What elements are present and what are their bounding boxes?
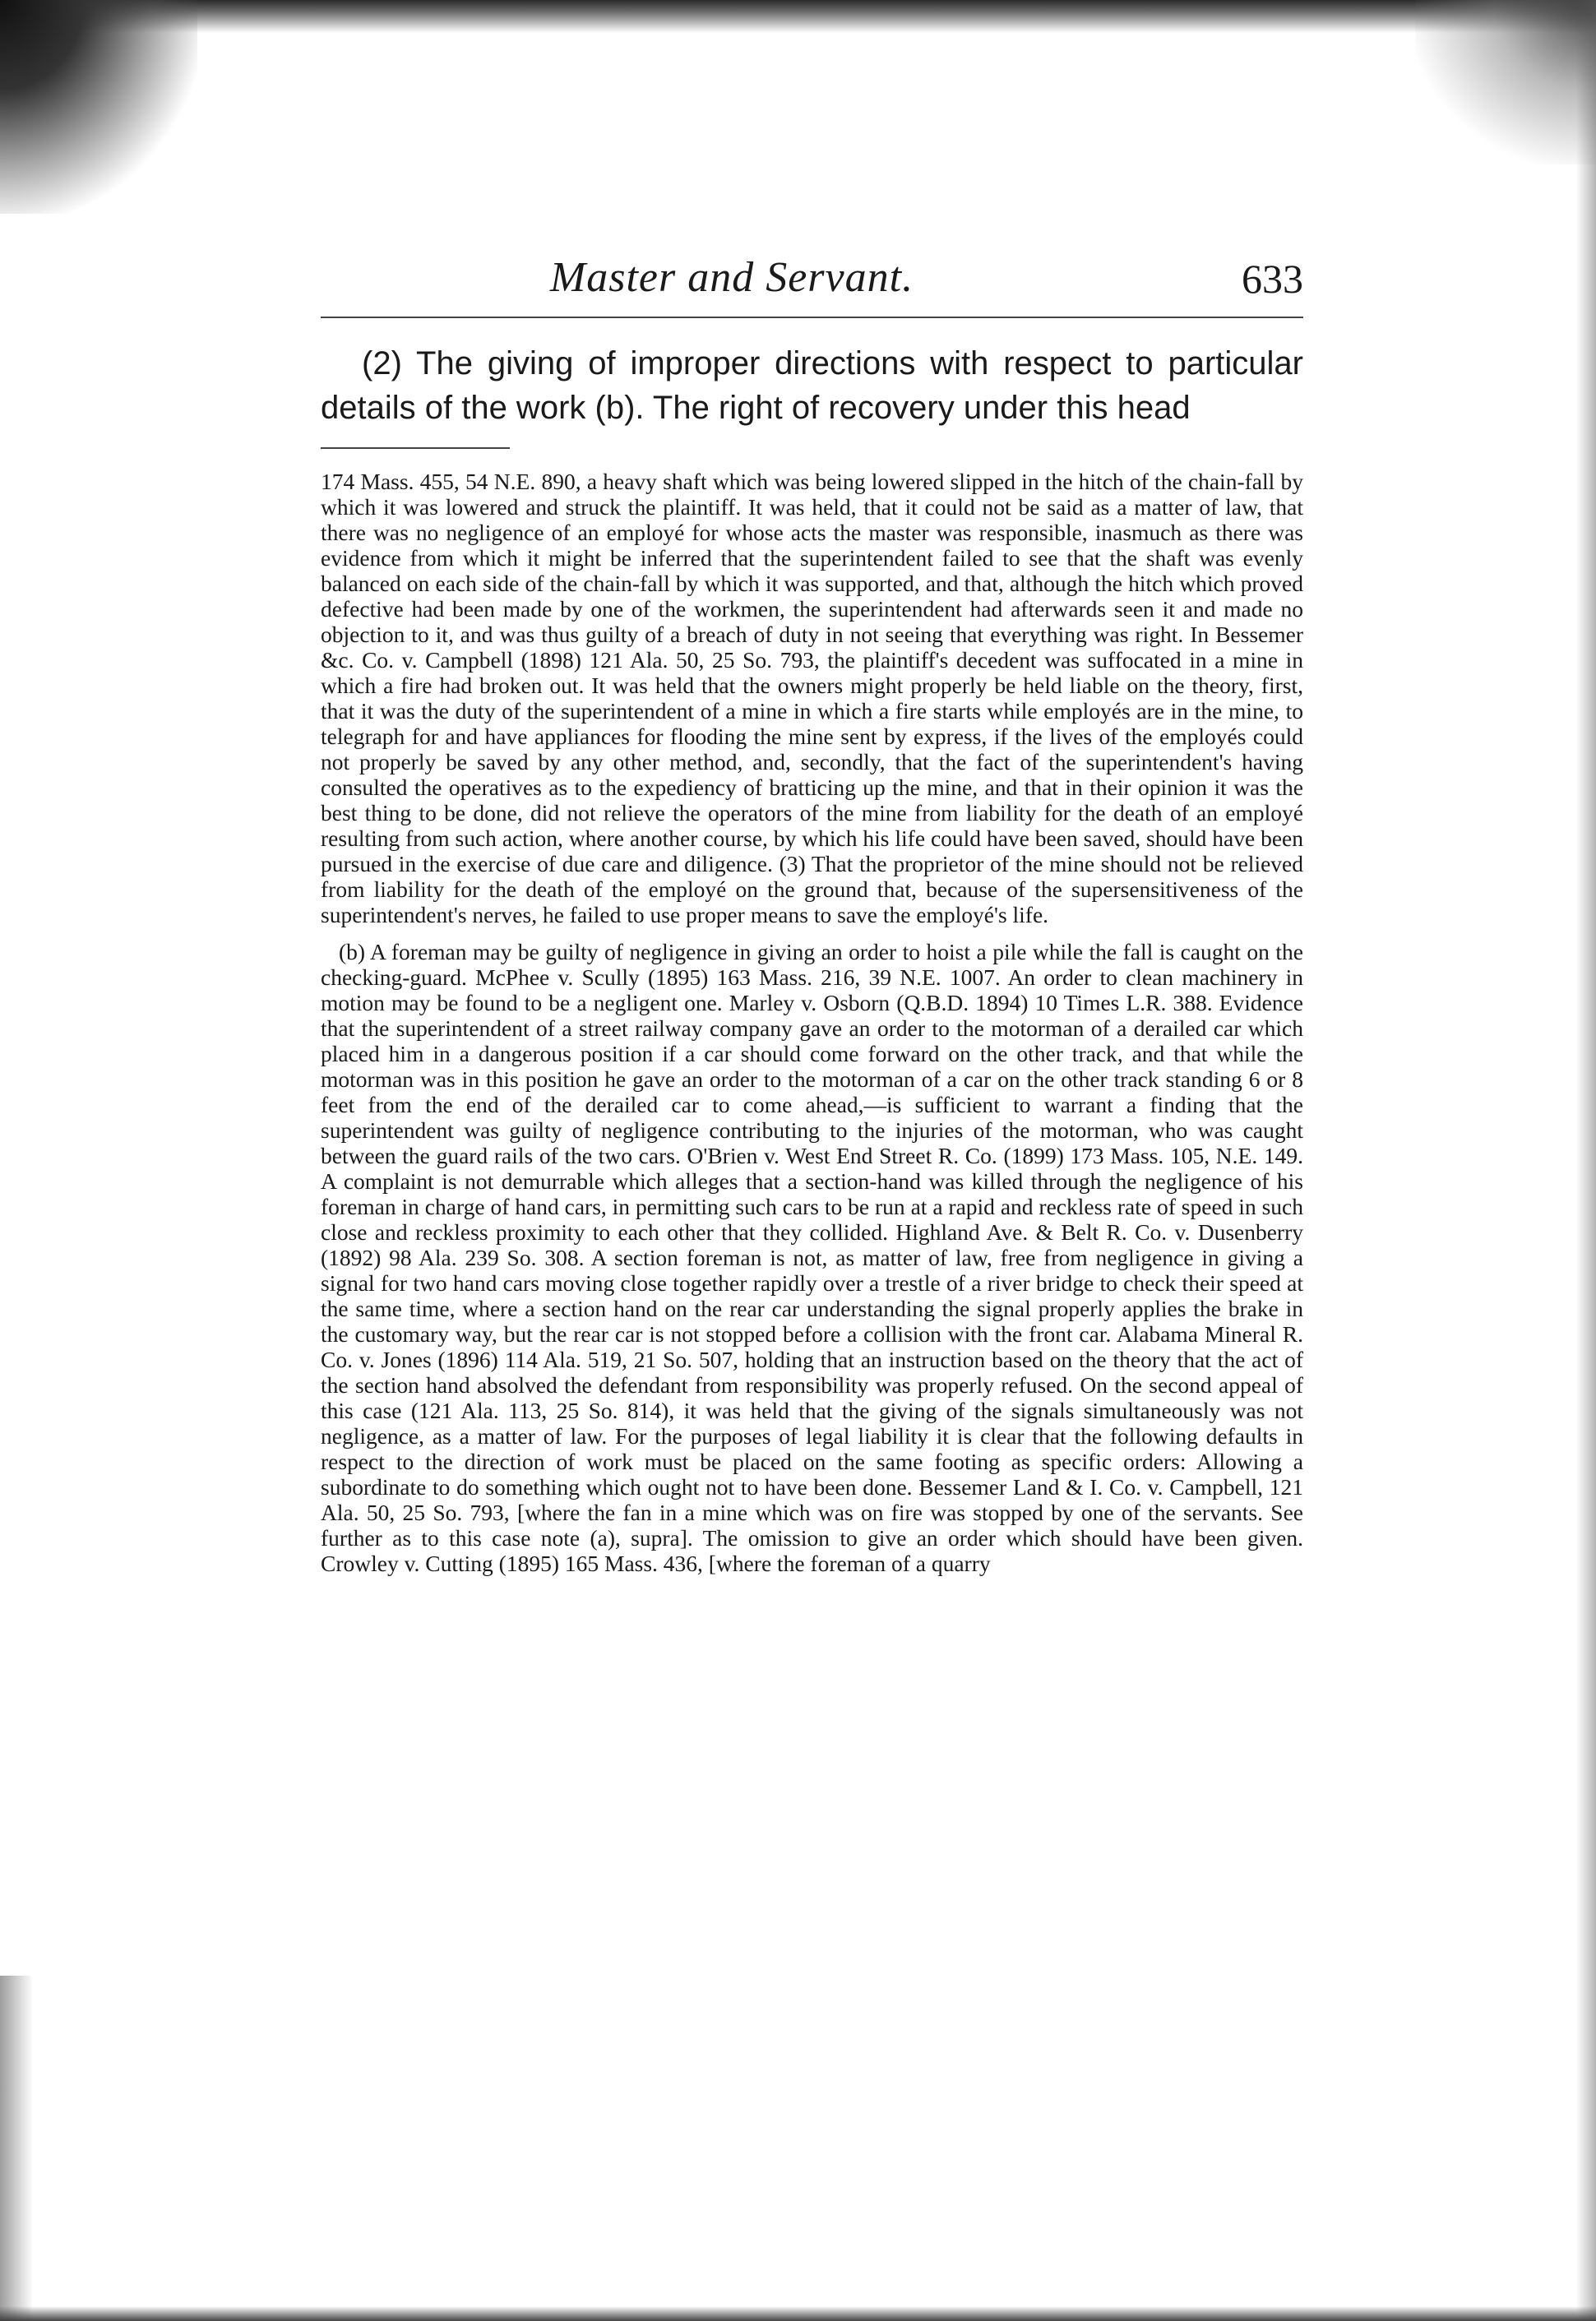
- running-title: Master and Servant.: [549, 254, 914, 301]
- footnote-rule: [321, 447, 510, 449]
- footnote-b: (b) A foreman may be guilty of negligence in giving an order to hoist a pile while the fall is caught on the checking-guard. McPhee v. Scully (1895) 163 Mass. 216, 39 N.E. 1007. An order to clean machinery in motion may be found to be a negligent one. Marley v. Osborn (Q.B.D. 1894) 10 Times L.R. 388. Evidence that the superintendent of a street railway company gave an order to the motorman of a derailed car which placed him in a dangerous position if a car should come forward on the other track, and that while the motorman was in this position he gave an order to the motorman of a car on the other track standing 6 or 8 feet from the end of the derailed car to come ahead,—is sufficient to warrant a finding that the superintendent was guilty of negligence contributing to the injuries of the motorman, who was caught between the guard rails of the two cars. O'Brien v. West End Street R. Co. (1899) 173 Mass. 105, N.E. 149. A complaint is not demurrable which alleges that a section-hand was killed through the negligence of his foreman in charge of hand cars, in permitting such cars to be run at a rapid and reckless rate of speed in such close and reckless proximity to each other that they collided. Highland Ave. & Belt R. Co. v. Dusenberry (1892) 98 Ala. 239 So. 308. A section foreman is not, as matter of law, free from negligence in giving a signal for two hand cars moving close together rapidly over a trestle of a river bridge to check their speed at the same time, where a section hand on the rear car understanding the signal properly applies the brake in the customary way, but the rear car is not stopped before a collision with the front car. Alabama Mineral R. Co. v. Jones (1896) 114 Ala. 519, 21 So. 507, holding that an instruction based on the theory that the act of the section hand absolved the defendant from responsibility was properly refused. On the second appeal of this case (121 Ala. 113, 25 So. 814), it was held that the giving of the signals simultaneously was not negligence, as a matter of law. For the purposes of legal liability it is clear that the following defaults in respect to the direction of work must be placed on the same footing as specific orders: Allowing a subordinate to do something which ought not to have been done. Bessemer Land & I. Co. v. Campbell, 121 Ala. 50, 25 So. 793, [where the fan in a mine which was on fire was stopped by one of the servants. See further as to this case note (a), supra]. The omission to give an order which should have been given. Crowley v. Cutting (1895) 165 Mass. 436, [where the foreman of a quarry: [321, 939, 1303, 1576]
- scan-edge-right: [1576, 0, 1596, 2321]
- footnote-a-continued: 174 Mass. 455, 54 N.E. 890, a heavy shaft which was being lowered slipped in the hitch of the chain-fall by which it was lowered and struck the plaintiff. It was held, that it could not be said as a matter of law, that there was no negligence of an employé for whose acts the master was responsible, inasmuch as there was evidence from which it might be inferred that the superintendent failed to see that the shaft was evenly balanced on each side of the chain-fall by which it was supported, and that, although the hitch which proved defective had been made by one of the workmen, the superintendent had afterwards seen it and made no objection to it, and was thus guilty of a breach of duty in not seeing that everything was right. In Bessemer &c. Co. v. Campbell (1898) 121 Ala. 50, 25 So. 793, the plaintiff's decedent was suffocated in a mine in which a fire had broken out. It was held that the owners might properly be held liable on the theory, first, that it was the duty of the superintendent of a mine in which a fire starts while employés are in the mine, to telegraph for and have appliances for flooding the mine sent by express, if the lives of the employés could not properly be saved by any other method, and, secondly, that the fact of the superintendent's having consulted the operatives as to the expediency of bratticing up the mine, and that in their opinion it was the best thing to be done, did not relieve the operators of the mine from liability for the death of an employé resulting from such action, where another course, by which his life could have been saved, should have been pursued in the exercise of due care and diligence. (3) That the proprietor of the mine should not be relieved from liability for the death of the employé on the ground that, because of the supersensitiveness of the superintendent's nerves, he failed to use proper means to save the employé's life.: [321, 469, 1303, 927]
- scan-edge-top: [0, 0, 1596, 33]
- body-paragraph: (2) The giving of improper directions with respect to particular details of the work (b). The right of recovery under this head: [321, 345, 1303, 426]
- scan-edge-left-bottom: [0, 1976, 33, 2321]
- page-number: 633: [1242, 256, 1303, 302]
- header-rule: [321, 317, 1303, 318]
- scan-edge-bottom: [0, 2306, 1596, 2321]
- footnotes: [321, 469, 1303, 1576]
- scan-corner-shadow-right: [1415, 0, 1596, 164]
- scan-corner-shadow-left: [0, 0, 197, 214]
- running-head: [321, 247, 1303, 321]
